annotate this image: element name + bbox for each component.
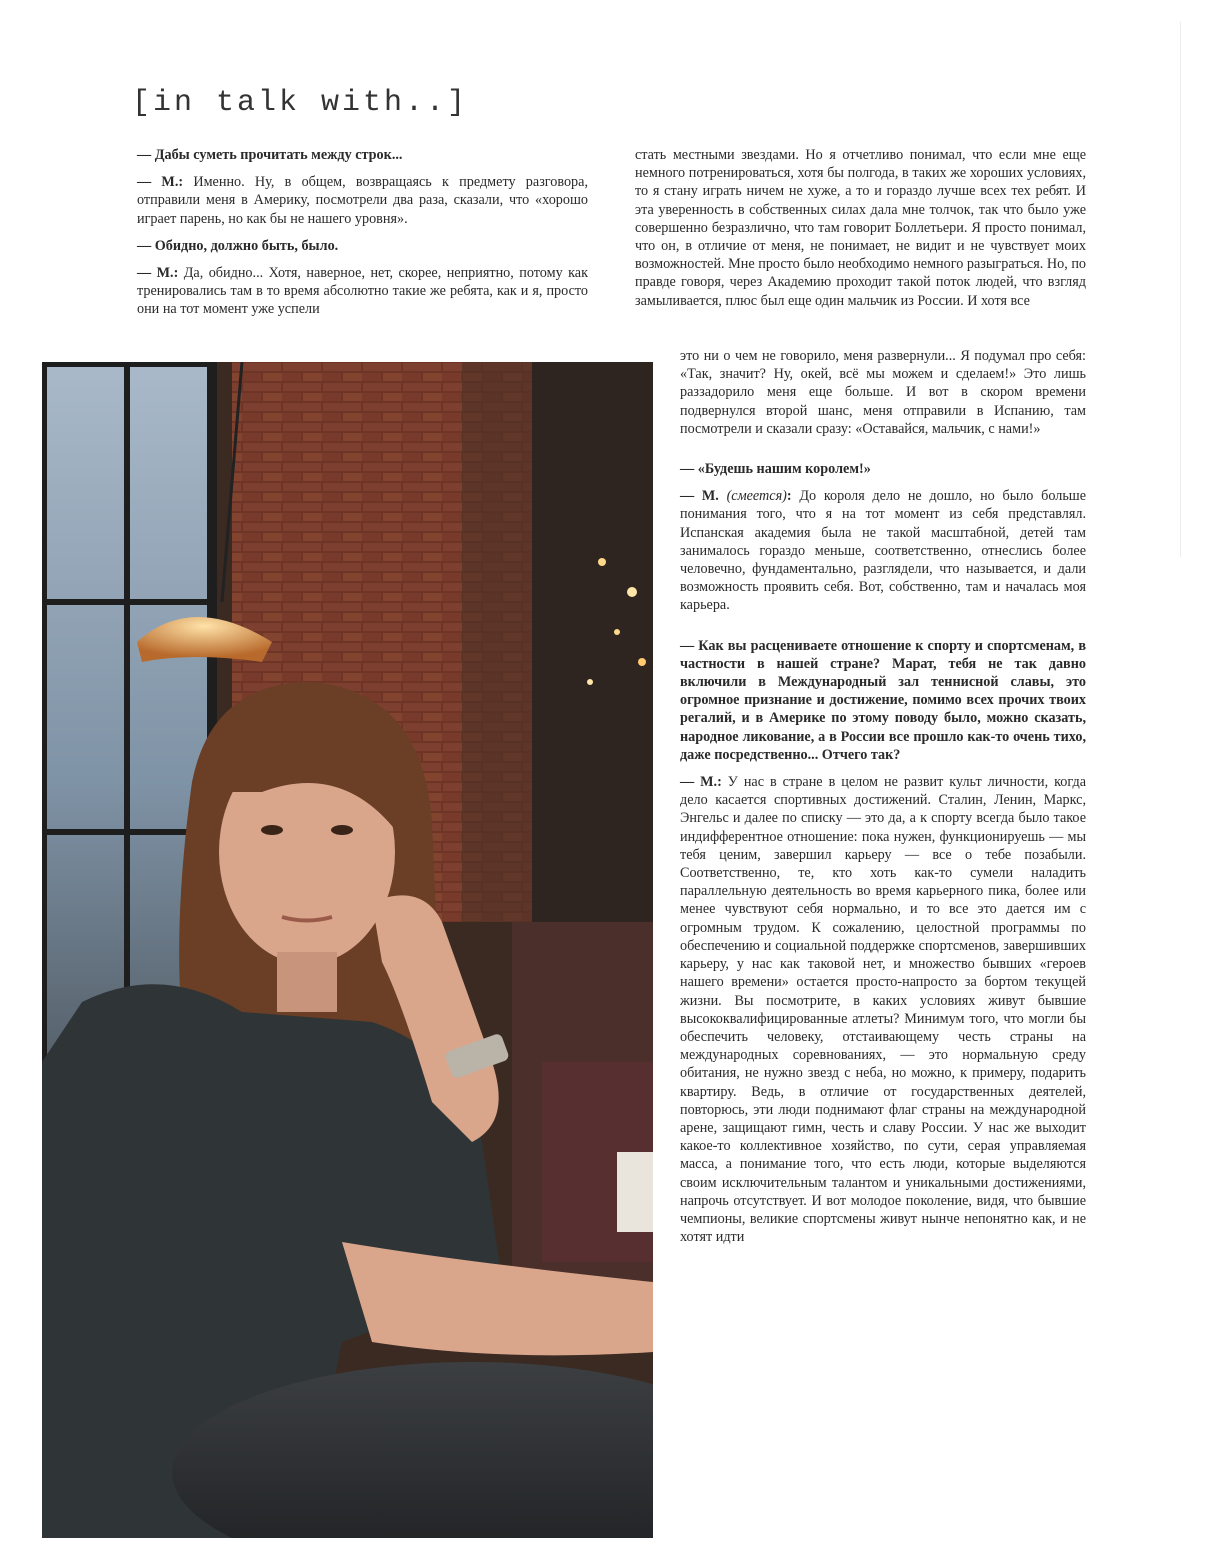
speaker-label: — М.:	[137, 174, 184, 191]
answer-text: Да, обидно... Хотя, наверное, нет, скорее, неприятно, потому как тренировались там в то время абсолютно такие же ребята, как и я, просто они на тот момент уже успели	[137, 265, 588, 318]
page-edge-rule	[1180, 22, 1181, 557]
answer-4	[680, 773, 1086, 1246]
portrait-illustration	[42, 362, 653, 1538]
answer-1	[137, 173, 588, 228]
question-1: — Дабы суметь прочитать между строк...	[137, 147, 403, 163]
answer-text: Именно. Ну, в общем, возвращаясь к предмету разговора, отправили меня в Америку, посмотрели два раза, сказали, что «хорошо играет парень, но как бы не нашего уровня».	[137, 174, 588, 227]
answer-text: У нас в стране в целом не развит культ личности, когда дело касается спортивных достижений. Сталин, Ленин, Маркс, Энгельс и далее по списку — это да, а к спорту всегда было такое индифферентное отношение: пока нужен, функционируешь — мы тебя ценим, завершил карьеру — все о тебе позабыли. Соответственно, те, кто хоть как-то сумели наладить параллельную деятельность во время карьерного пика, более или менее чувствуют себя нормально, и то все это дается им с огромным трудом. К сожалению, целостной программы по обеспечению и социальной поддержке спортсменов, завершивших карьеру, у нас как таковой нет, и множество бывших «героев нашего времени» остается просто-напросто за бортом текущей жизни. Вы посмотрите, в каких условиях живут бывшие высококвалифицированные атлеты? Минимум того, что могли бы обеспечить человеку, отстаивающему честь страны на международных соревнованиях, — это нормальную среду обитания, не нужно звезд с неба, но можно, к примеру, подарить квартиру. Ведь, в отличие от государственных деятелей, повторюсь, эти люди поднимают флаг страны на международной арене, защищают гимн, честь и славу России. У нас же выходит какое-то коллективное хозяйство, по сути, серая управляемая масса, а понимание того, что есть люди, которые выделяются своим исключительным талантом и уникальными достижениями, напрочь отсутствует. И вот молодое поколение, видя, что бывшие чемпионы, великие спортсмены живут нынче непонятно как, и не хотят идти	[680, 774, 1086, 1246]
section-title: [in talk with..]	[132, 86, 469, 120]
speaker-colon: :	[786, 488, 792, 505]
left-text-column	[137, 146, 588, 328]
answer-3	[680, 487, 1086, 614]
right-text-column-main	[680, 347, 1086, 1255]
question-2: — Обидно, должно быть, было.	[137, 237, 339, 254]
right-text-column-top	[635, 146, 1086, 319]
answer-2-continued: стать местными звездами. Но я отчетливо понимал, что если мне еще немного потренироваться, хотя бы полгода, в таких же хороших условиях, то я стану играть ничем не хуже, а то и гораздо лучше всех тех ребят. И эта уверенность в собственных силах дала мне толчок, так что было уже совершенно безразлично, что там говорит Боллетьери. Я просто понимал, что он, в отличие от меня, не понимает, не видит и не чувствует моих возможностей. Мне просто было необходимо немного разыграться. Но, по правде говоря, через Академию проходит такой поток людей, что взгляд замыливается, плюс был еще один мальчик из России. И хотя все	[635, 147, 1086, 309]
answer-text: До короля дело не дошло, но было больше понимания того, что я на тот момент из себя представлял. Испанская академия была не такой масштабной, детей там занималось гораздо меньше, соответственно, отнеслись более человечно, фундаментально, разглядели, что называется, и дали возможность проявить себя. Вот, собственно, там и началась моя карьера.	[680, 488, 1087, 614]
stage-note: (смеется)	[726, 488, 787, 505]
speaker-label: — М.:	[680, 774, 722, 791]
question-4: — Как вы расцениваете отношение к спорту и спортсменам, в частности в нашей стране? Марат, тебя не так давно включили в Международный зал теннисной славы, это огромное признание и достижение, помимо всех прочих твоих регалий, и в Америке по этому поводу было, можно сказать, народное ликование, а в России все прошло как-то очень тихо, даже посредственно... Отчего так?	[680, 637, 1086, 763]
speaker-label: — М.:	[137, 265, 179, 282]
speaker-label: — М.	[680, 488, 719, 505]
answer-2	[137, 264, 588, 319]
answer-2-end: это ни о чем не говорило, меня развернули... Я подумал про себя: «Так, значит? Ну, окей, всё мы можем и сделаем!» Это лишь раззадорило меня еще больше. И вот в скором времени подвернулся второй шанс, меня отправили в Испанию, там посмотрели и сказали сразу: «Оставайся, мальчик, с нами!»	[680, 348, 1086, 437]
question-3: — «Будешь нашим королем!»	[680, 461, 871, 478]
portrait-photo	[42, 362, 653, 1538]
